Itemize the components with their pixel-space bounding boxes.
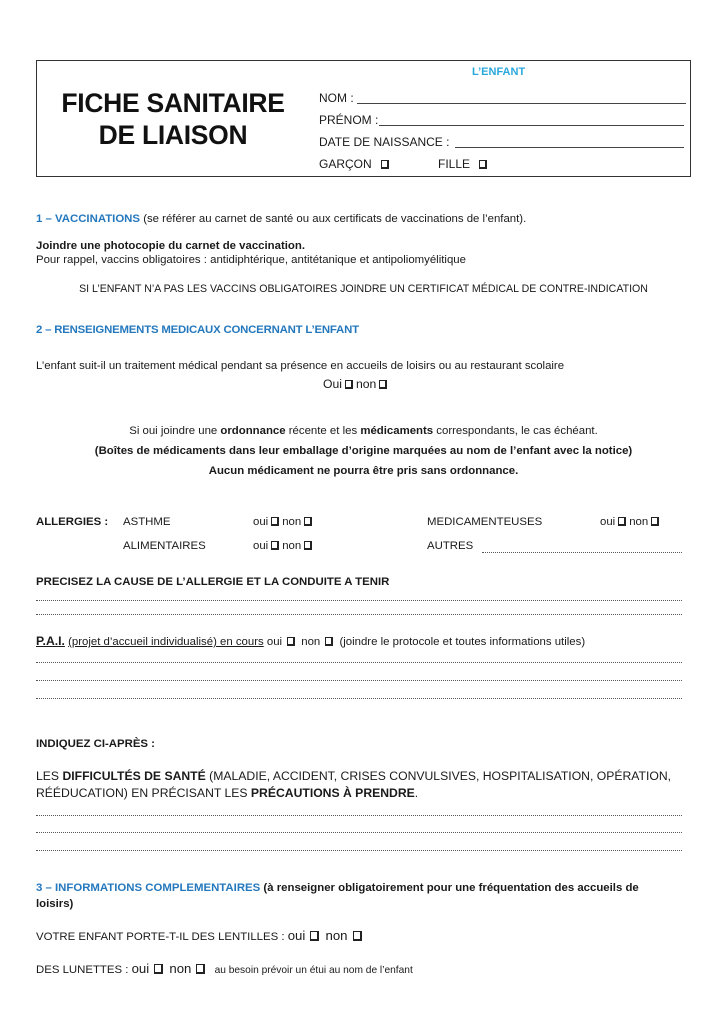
fille-label: FILLE (438, 157, 471, 171)
treatment-non-label: non (355, 377, 377, 391)
child-section-label: L’ENFANT (472, 66, 526, 78)
non-label: non (629, 516, 649, 528)
instruction-ordonnance: ordonnance (220, 425, 286, 437)
difficulties-bold: DIFFICULTÉS DE SANTÉ (62, 769, 206, 783)
medicamenteuses-oui-checkbox[interactable] (618, 517, 626, 526)
alimentaires-non-checkbox[interactable] (304, 541, 312, 550)
vaccination-photocopy-note: Joindre une photocopie du carnet de vaccination. (36, 240, 305, 252)
lentilles-non-checkbox[interactable] (353, 931, 362, 941)
pai-row (36, 634, 585, 648)
difficulties-text: RÉÉDUCATION) EN PRÉCISANT LES (36, 786, 251, 800)
pai-non-label: non (301, 636, 321, 648)
section-1-heading (36, 213, 526, 225)
instruction-text: récente et les (285, 425, 361, 437)
garcon-checkbox[interactable] (381, 160, 389, 169)
no-medicine-without-prescription: Aucun médicament ne pourra être pris sans ordonnance. (208, 465, 519, 477)
difficulties-text: . (414, 786, 419, 800)
allergy-alimentaires-label: ALIMENTAIRES (123, 540, 206, 552)
instruction-text: Si oui joindre une (129, 425, 221, 437)
allergy-cause-line-1[interactable] (36, 600, 682, 601)
section-3-heading (36, 882, 639, 894)
section-3-title: 3 – INFORMATIONS COMPLEMENTAIRES (36, 882, 261, 894)
treatment-oui-checkbox[interactable] (345, 380, 353, 389)
pai-line-2[interactable] (36, 680, 682, 681)
asthme-oui-checkbox[interactable] (271, 517, 279, 526)
allergy-alimentaires-options (253, 540, 315, 552)
alimentaires-oui-checkbox[interactable] (271, 541, 279, 550)
allergy-cause-line-2[interactable] (36, 614, 682, 615)
prescription-instruction (36, 425, 691, 437)
nom-input[interactable] (357, 103, 686, 104)
lentilles-non-label: non (325, 928, 348, 943)
section-3-subtitle: (à renseigner obligatoirement pour une fréquentation des accueils de (263, 882, 639, 894)
allergy-asthme-options (253, 516, 315, 528)
precautions-bold: PRÉCAUTIONS À PRENDRE (250, 786, 415, 800)
difficulties-line-input-3[interactable] (36, 850, 682, 851)
prenom-input[interactable] (379, 125, 684, 126)
pai-line-3[interactable] (36, 698, 682, 699)
date-naissance-input[interactable] (455, 147, 684, 148)
form-title (37, 87, 309, 151)
medicamenteuses-non-checkbox[interactable] (651, 517, 659, 526)
instruction-text: correspondants, le cas échéant. (433, 425, 598, 437)
treatment-non-checkbox[interactable] (379, 380, 387, 389)
lunettes-non-checkbox[interactable] (196, 964, 205, 974)
fille-option (438, 157, 490, 171)
allergy-cause-heading: PRECISEZ LA CAUSE DE L’ALLERGIE ET LA CONDUITE A TENIR (36, 576, 390, 588)
date-naissance-label: DATE DE NAISSANCE : (319, 135, 450, 149)
nom-label: NOM : (319, 91, 354, 105)
asthme-non-checkbox[interactable] (304, 517, 312, 526)
allergy-medicamenteuses-label: MEDICAMENTEUSES (427, 516, 543, 528)
lunettes-oui-checkbox[interactable] (154, 964, 163, 974)
pai-note: (joindre le protocole et toutes informations utiles) (339, 636, 586, 648)
section-3-subtitle-cont: loisirs) (36, 898, 74, 910)
instruction-medicaments: médicaments (360, 425, 434, 437)
treatment-question: L’enfant suit-il un traitement médical pendant sa présence en accueils de loisirs ou au restaurant scolaire (36, 360, 565, 372)
allergy-autres-label: AUTRES (427, 540, 474, 552)
lentilles-oui-checkbox[interactable] (310, 931, 319, 941)
pai-oui-label: oui (266, 636, 283, 648)
allergy-medicamenteuses-options (600, 516, 662, 528)
lentilles-row (36, 928, 365, 943)
allergy-asthme-label: ASTHME (123, 516, 171, 528)
lunettes-note: au besoin prévoir un étui au nom de l’enfant (214, 965, 413, 976)
lentilles-oui-label: oui (287, 928, 306, 943)
contra-indication-notice: SI L’ENFANT N’A PAS LES VACCINS OBLIGATOIRES JOINDRE UN CERTIFICAT MÉDICAL DE CONTRE-INDICATION (79, 283, 648, 295)
non-label: non (282, 516, 302, 528)
indiquez-heading: INDIQUEZ CI-APRÈS : (36, 738, 155, 750)
medicine-boxes-note: (Boîtes de médicaments dans leur emballage d’origine marquées au nom de l’enfant avec la notice) (94, 445, 633, 457)
section-1-title: 1 – VACCINATIONS (36, 213, 141, 225)
oui-label: oui (253, 516, 269, 528)
oui-label: oui (600, 516, 616, 528)
treatment-oui-label: Oui (323, 377, 342, 391)
pai-full-name: (projet d’accueil individualisé) en cours (68, 636, 264, 648)
prenom-label: PRÉNOM : (319, 113, 379, 127)
title-line-2: DE LIAISON (98, 120, 248, 150)
section-1-subtitle: (se référer au carnet de santé ou aux certificats de vaccinations de l’enfant). (143, 213, 527, 225)
non-label: non (282, 540, 302, 552)
lunettes-oui-label: oui (131, 961, 150, 976)
section-2-title: 2 – RENSEIGNEMENTS MEDICAUX CONCERNANT L’ENFANT (36, 324, 359, 336)
difficulties-line-input-1[interactable] (36, 815, 682, 816)
difficulties-line-1 (36, 769, 671, 783)
difficulties-line-input-2[interactable] (36, 832, 682, 833)
mandatory-vaccines-reminder: Pour rappel, vaccins obligatoires : antidiphtérique, antitétanique et antipoliomyélitique (36, 254, 466, 266)
lunettes-row (36, 961, 413, 976)
pai-line-1[interactable] (36, 662, 682, 663)
garcon-option (319, 157, 392, 171)
fille-checkbox[interactable] (479, 160, 487, 169)
allergy-autres-input[interactable] (482, 552, 682, 553)
pai-oui-checkbox[interactable] (287, 637, 295, 646)
pai-non-checkbox[interactable] (325, 637, 333, 646)
allergies-label: ALLERGIES : (36, 516, 109, 528)
title-line-1: FICHE SANITAIRE (61, 88, 285, 118)
pai-abbr: P.A.I. (36, 634, 65, 648)
garcon-label: GARÇON (319, 157, 372, 171)
difficulties-text: LES (36, 769, 63, 783)
difficulties-line-2 (36, 786, 418, 800)
lunettes-label: DES LUNETTES : (36, 964, 129, 976)
difficulties-text: (MALADIE, ACCIDENT, CRISES CONVULSIVES, HOSPITALISATION, OPÉRATION, (205, 769, 672, 783)
lunettes-non-label: non (169, 961, 192, 976)
oui-label: oui (253, 540, 269, 552)
treatment-answer (323, 377, 390, 391)
lentilles-label: VOTRE ENFANT PORTE-T-IL DES LENTILLES : (36, 931, 285, 943)
